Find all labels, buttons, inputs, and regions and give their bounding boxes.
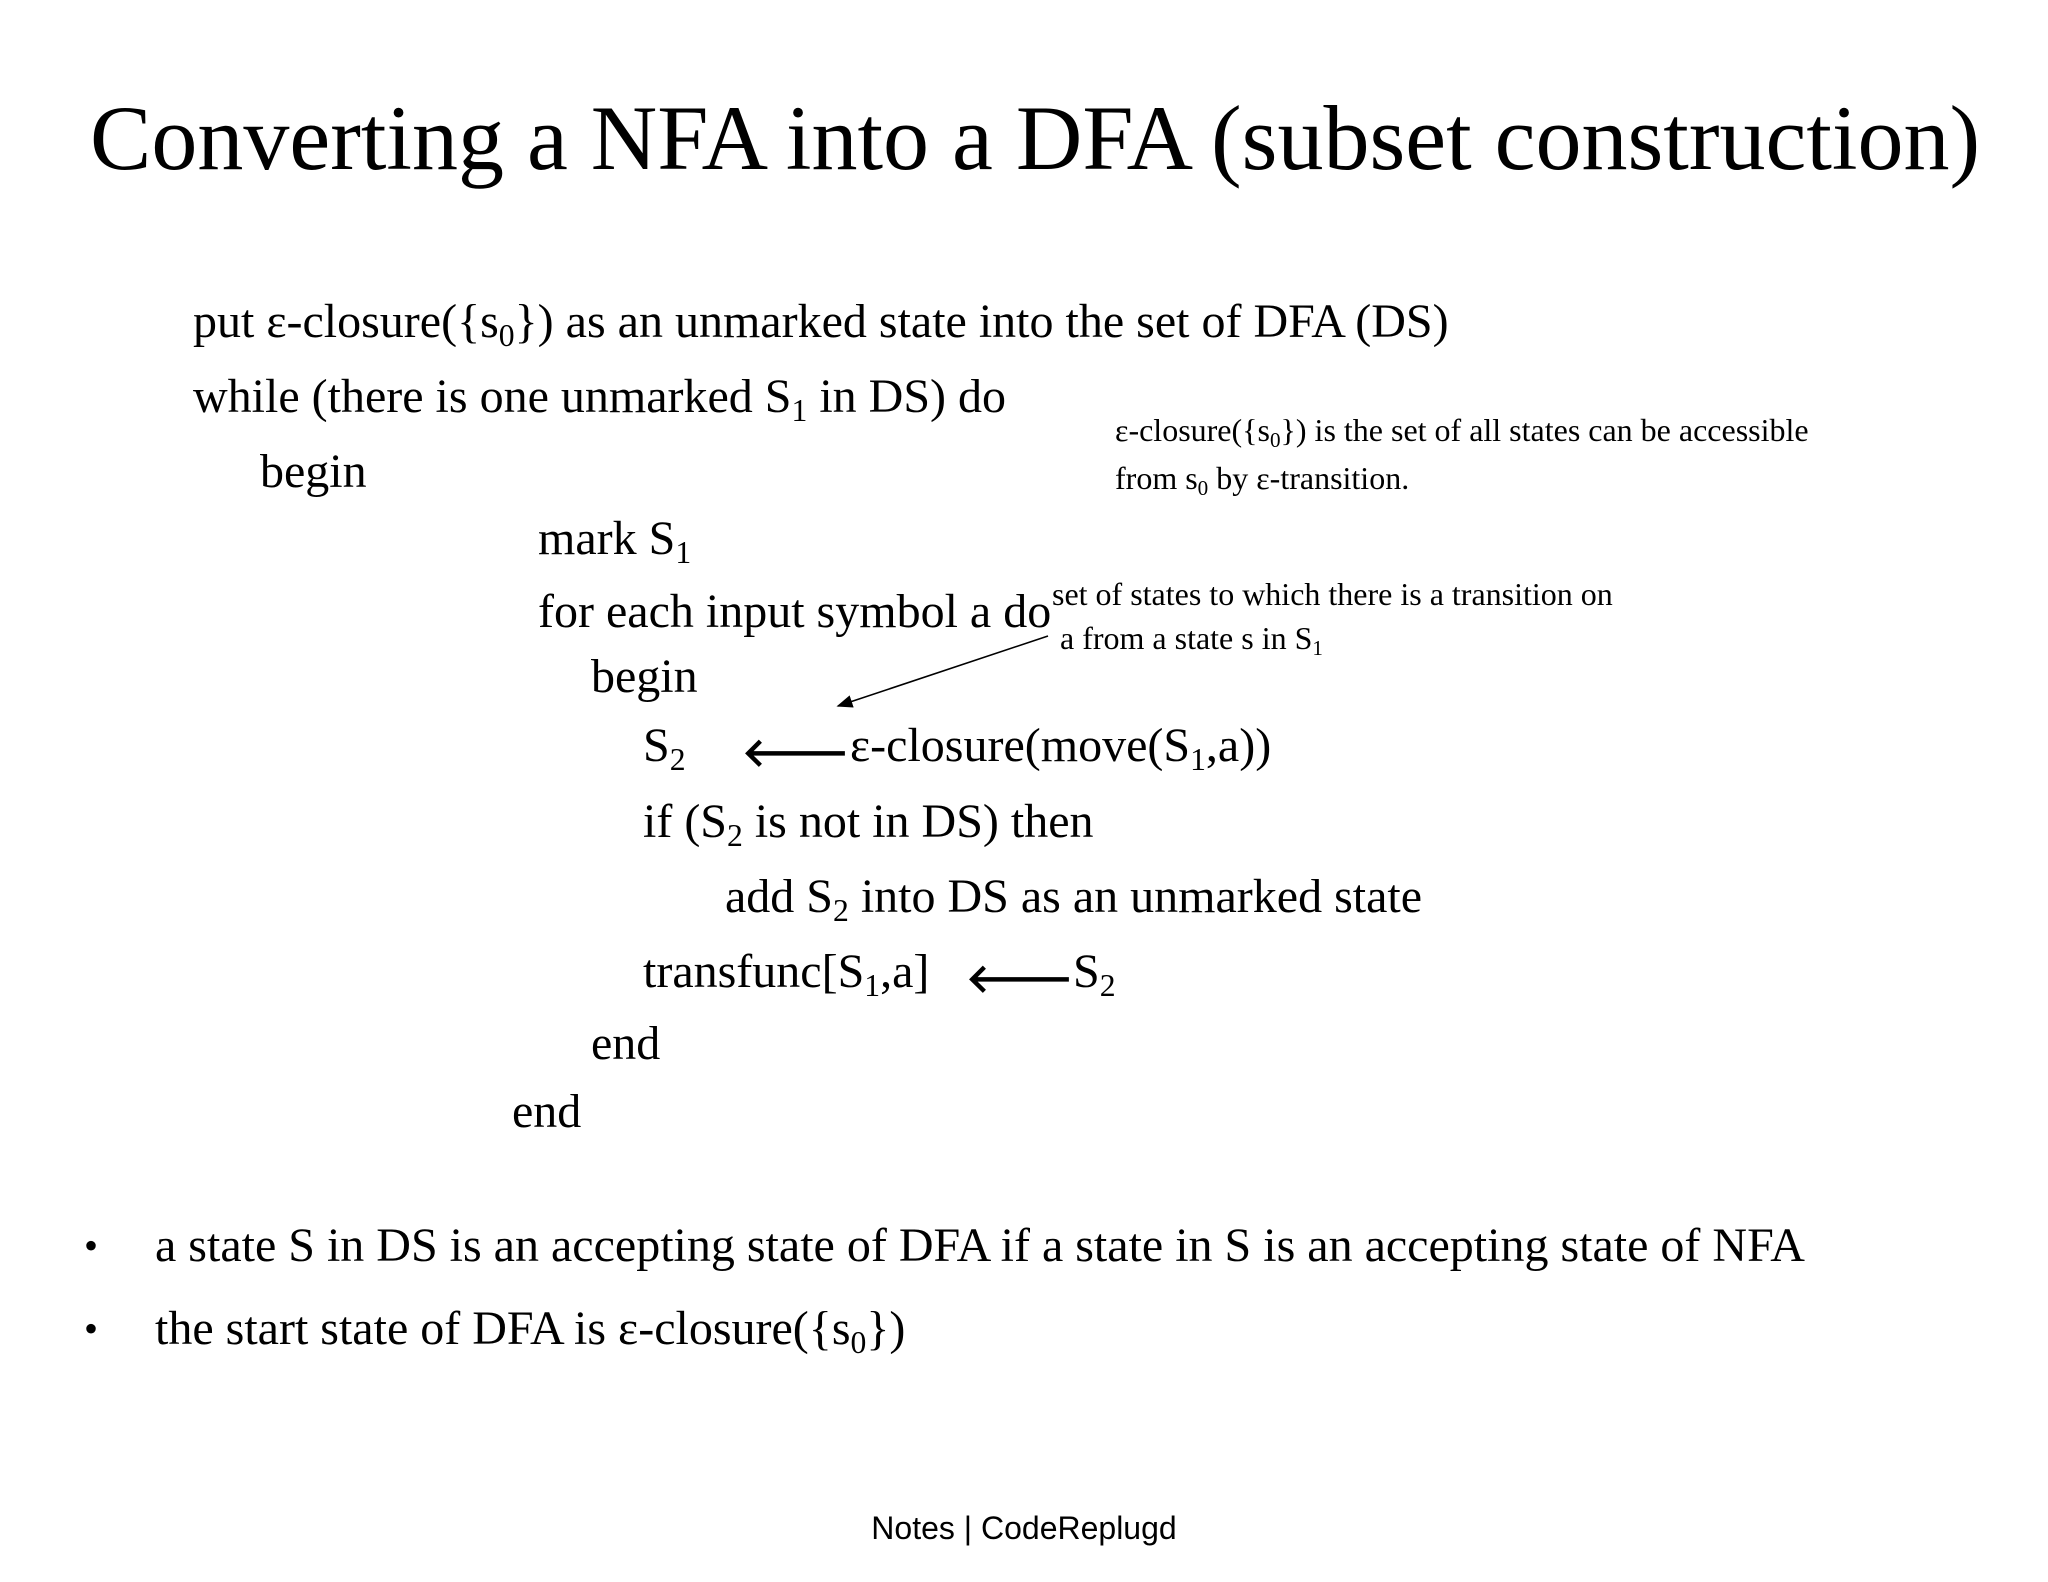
subscript: 0 xyxy=(850,1324,867,1360)
bullet-text: }) xyxy=(866,1302,906,1355)
subscript: 0 xyxy=(1269,427,1281,452)
algo-text: transfunc[S xyxy=(643,945,865,998)
algo-line-begin-outer: begin xyxy=(260,445,367,498)
algo-text: add S xyxy=(725,870,833,923)
subscript: 1 xyxy=(791,392,808,428)
algo-text: S xyxy=(643,719,670,772)
subscript: 1 xyxy=(1312,635,1323,660)
subscript: 1 xyxy=(1190,741,1206,777)
algo-line-begin-inner: begin xyxy=(591,650,698,703)
subscript: 2 xyxy=(1099,967,1116,1003)
footer-credit: Notes | CodeReplugd xyxy=(871,1510,1177,1546)
algo-text: }) as an unmarked state into the set of DFA (DS) xyxy=(514,295,1449,348)
left-arrow-icon: 🡐 xyxy=(742,730,850,776)
subscript: 2 xyxy=(833,892,849,928)
bullet-start-state xyxy=(155,1302,906,1360)
algo-text: S xyxy=(1073,945,1100,998)
note-text: by ε-transition. xyxy=(1208,460,1410,496)
bullet-accepting-state: a state S in DS is an accepting state of DFA if a state in S is an accepting state of NFA xyxy=(155,1219,1805,1272)
algo-text: into DS as an unmarked state xyxy=(848,870,1423,923)
algo-line-end-outer: end xyxy=(512,1085,582,1138)
algo-text: mark S xyxy=(538,512,676,565)
left-arrow-icon: 🡐 xyxy=(966,956,1074,1002)
algo-text: in DS) do xyxy=(807,370,1007,423)
subscript: 0 xyxy=(1197,475,1209,500)
algo-text: ,a)) xyxy=(1205,719,1272,772)
note-text: a from a state s in S xyxy=(1060,620,1313,656)
page-title: Converting a NFA into a DFA (subset construction) xyxy=(90,87,1981,189)
move-note-line1: set of states to which there is a transition on xyxy=(1052,576,1613,612)
bullet-icon: • xyxy=(84,1223,99,1268)
subscript: 2 xyxy=(727,817,743,853)
subscript: 2 xyxy=(669,741,686,777)
algo-line-end-inner: end xyxy=(591,1017,661,1070)
algo-text: is not in DS) then xyxy=(742,795,1094,848)
note-text: }) is the set of all states can be accessible xyxy=(1280,412,1809,448)
note-text: ε-closure({s xyxy=(1115,412,1270,448)
bullet-icon: • xyxy=(84,1306,99,1351)
note-text: from s xyxy=(1115,460,1198,496)
algo-text: if (S xyxy=(643,795,727,848)
subscript: 1 xyxy=(864,967,881,1003)
algo-text: while (there is one unmarked S xyxy=(193,370,792,423)
subscript: 1 xyxy=(675,534,692,570)
algo-text: ε-closure(move(S xyxy=(850,719,1191,772)
algo-text: put ε-closure({s xyxy=(193,295,499,348)
algo-text: ,a] xyxy=(880,945,930,998)
subscript: 0 xyxy=(498,317,515,353)
bullet-text: the start state of DFA is ε-closure({s xyxy=(155,1302,851,1355)
algo-line-for-each: for each input symbol a do xyxy=(538,585,1052,638)
